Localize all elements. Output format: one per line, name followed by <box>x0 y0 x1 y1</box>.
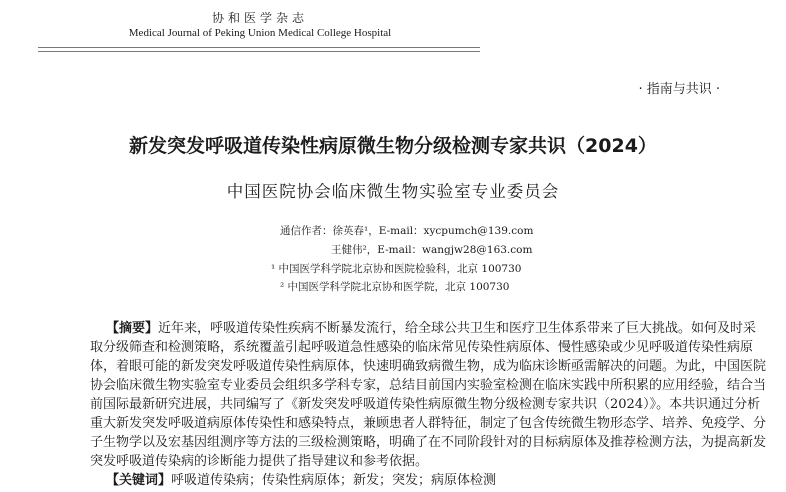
header-rule <box>38 47 480 52</box>
abstract-line: 协会临床微生物实验室专业委员会组织多学科专家，总结目前国内实验室检测在临床实践中所积累的应用经验，结合当 <box>90 378 767 393</box>
affiliation-1: ¹ 中国医学科学院北京协和医院检验科，北京 100730 <box>271 263 522 275</box>
article-title: 新发突发呼吸道传染性病原微生物分级检测专家共识（2024） <box>129 135 657 157</box>
abstract-line: 取分级筛查和检测策略，系统覆盖引起呼吸道急性感染的临床常见传染性病原体、慢性感染或少见呼吸道传染性病原 <box>90 340 754 355</box>
abstract-line: 突发呼吸道传染病的诊断能力提供了指导建议和参考依据。 <box>90 454 429 469</box>
corresponding-author-1: 通信作者：徐英春¹，E-mail：xycpumch@139.com <box>280 225 534 237</box>
corresponding-author-2: 王健伟²，E-mail：wangjw28@163.com <box>331 244 533 256</box>
column-label: · 指南与共识 · <box>638 82 720 97</box>
abstract-line: 前国际最新研究进展，共同编写了《新发突发呼吸道传染性病原微生物分级检测专家共识（2024）》。本共识通过分析 <box>90 397 761 412</box>
abstract-label: 【摘要】 <box>106 321 159 336</box>
abstract-line: 重大新发突发呼吸道病原体传染性和感染特点，兼顾患者人群特征，制定了包含传统微生物形态学、培养、免疫学、分 <box>90 416 767 431</box>
keywords-label: 【关键词】 <box>106 473 172 488</box>
keywords-text: 呼吸道传染病；传染性病原体；新发；突发；病原体检测 <box>171 473 497 488</box>
organization: 中国医院协会临床微生物实验室专业委员会 <box>226 182 560 201</box>
abstract-line: 体，着眼可能的新发突发呼吸道传染性病原体，快速明确致病微生物，成为临床诊断亟需解决的问题。为此，中国医院 <box>90 359 767 374</box>
abstract-line <box>106 317 786 336</box>
journal-name-en: Medical Journal of Peking Union Medical College Hospital <box>128 27 392 39</box>
journal-name-cn: 协和医学杂志 <box>211 11 308 25</box>
abstract-line: 子生物学以及宏基因组测序等方法的三级检测策略，明确了在不同阶段针对的目标病原体及推荐检测方法，为提高新发 <box>90 435 767 450</box>
keywords-line <box>106 469 786 488</box>
affiliation-2: ² 中国医学科学院北京协和医学院，北京 100730 <box>280 281 510 293</box>
abstract-text: 近年来，呼吸道传染性疾病不断暴发流行，给全球公共卫生和医疗卫生体系带来了巨大挑战。如何及时采 <box>158 321 757 336</box>
